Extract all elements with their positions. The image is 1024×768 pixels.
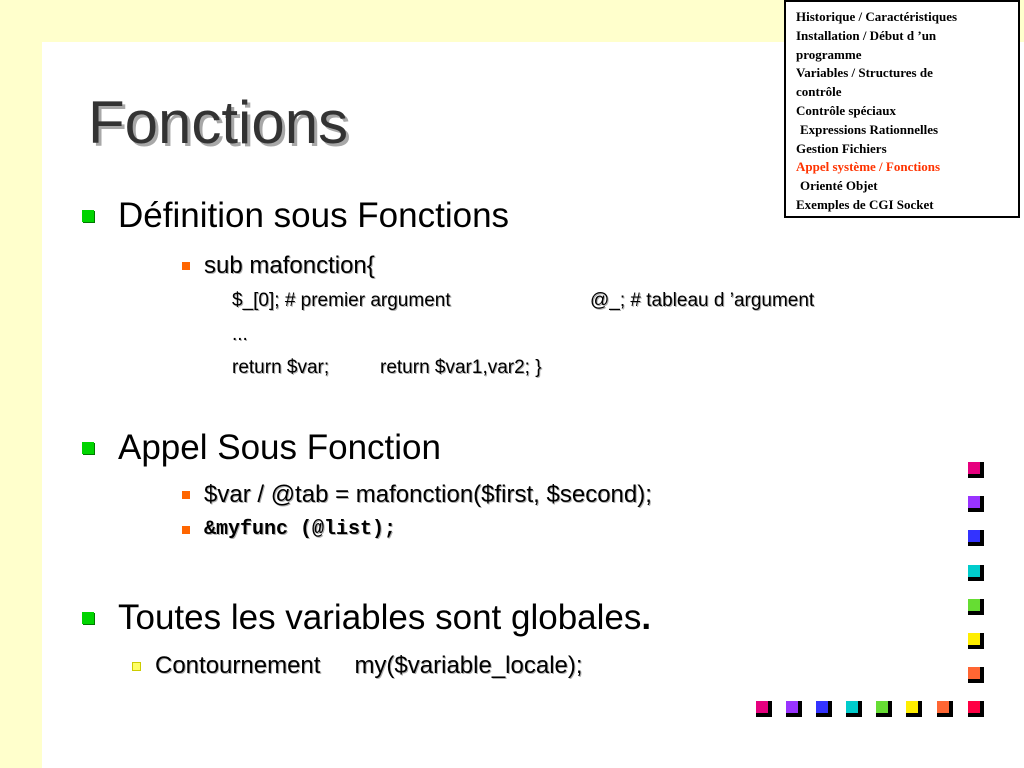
subbullet-square-icon bbox=[182, 526, 190, 534]
code-line-1b: @_; # tableau d ’argument bbox=[590, 290, 815, 311]
code-line-1a: $_[0]; # premier argument bbox=[232, 290, 451, 311]
bullet-square-icon bbox=[82, 612, 94, 624]
decorative-square bbox=[876, 701, 892, 717]
decorative-square bbox=[968, 496, 984, 512]
decorative-square bbox=[968, 599, 984, 615]
decorative-square bbox=[968, 701, 984, 717]
nav-item-controle-speciaux[interactable]: Contrôle spéciaux bbox=[796, 102, 897, 118]
nav-item-exemples-cgi[interactable]: Exemples de CGI Socket bbox=[796, 196, 934, 212]
nav-item-gestion-fichiers[interactable]: Gestion Fichiers bbox=[796, 140, 887, 156]
subbullet-appel-2-text: &myfunc (@list); bbox=[204, 518, 397, 541]
bullet-globales-dot: . bbox=[641, 598, 652, 637]
code-line-3a: return $var; bbox=[232, 357, 330, 378]
subbullet-sub-decl-text: sub mafonction{ bbox=[204, 252, 375, 279]
subbullet-appel-1-text: $var / @tab = mafonction($first, $second); bbox=[204, 481, 652, 508]
decorative-square bbox=[968, 530, 984, 546]
slide-title: Fonctions bbox=[88, 89, 349, 156]
subbullet-square-icon bbox=[182, 262, 190, 270]
bullet-square-icon bbox=[82, 210, 94, 222]
decorative-square bbox=[968, 667, 984, 683]
decorative-square bbox=[756, 701, 772, 717]
subbullet-contournement bbox=[132, 652, 583, 680]
subbullet-contournement-text: Contournement bbox=[155, 652, 321, 679]
nav-item-installation-cont[interactable]: programme bbox=[796, 46, 862, 62]
decorative-square bbox=[968, 633, 984, 649]
code-line-2: ... bbox=[232, 324, 248, 345]
bullet-appel-text: Appel Sous Fonction bbox=[118, 428, 441, 467]
nav-item-expressions[interactable]: Expressions Rationnelles bbox=[800, 121, 939, 137]
subbullet-appel-1 bbox=[182, 481, 652, 509]
bullet-globales-text: Toutes les variables sont globales bbox=[118, 598, 642, 637]
bullet-square-icon bbox=[82, 442, 94, 454]
nav-item-historique[interactable]: Historique / Caractéristiques bbox=[796, 9, 958, 24]
bullet-definition-text: Définition sous Fonctions bbox=[118, 196, 510, 235]
subbullet-appel-2 bbox=[182, 518, 396, 541]
decorative-square bbox=[846, 701, 862, 717]
decorative-square bbox=[937, 701, 953, 717]
decorative-square bbox=[968, 565, 984, 581]
bullet-appel bbox=[82, 428, 441, 468]
nav-item-variables-cont[interactable]: contrôle bbox=[796, 84, 842, 100]
decorative-square bbox=[968, 462, 984, 478]
code-line-3b: return $var1,var2; } bbox=[380, 357, 542, 378]
nav-item-variables[interactable]: Variables / Structures de bbox=[796, 65, 933, 81]
bullet-definition bbox=[82, 196, 509, 236]
navigation-box bbox=[784, 0, 1020, 218]
decorative-square bbox=[816, 701, 832, 717]
subbullet-square-icon bbox=[182, 491, 190, 499]
nav-item-oriente-objet[interactable]: Orienté Objet bbox=[800, 178, 878, 194]
nav-item-appel-systeme[interactable]: Appel système / Fonctions bbox=[796, 159, 941, 175]
decorative-square bbox=[906, 701, 922, 717]
bullet-globales bbox=[82, 598, 651, 638]
subbullet-sub-decl bbox=[182, 252, 375, 280]
decorative-square bbox=[786, 701, 802, 717]
nav-item-installation[interactable]: Installation / Début d ’un bbox=[796, 27, 937, 43]
subbullet-contournement-code: my($variable_locale); bbox=[354, 652, 583, 679]
subbullet-square-icon bbox=[132, 662, 141, 671]
